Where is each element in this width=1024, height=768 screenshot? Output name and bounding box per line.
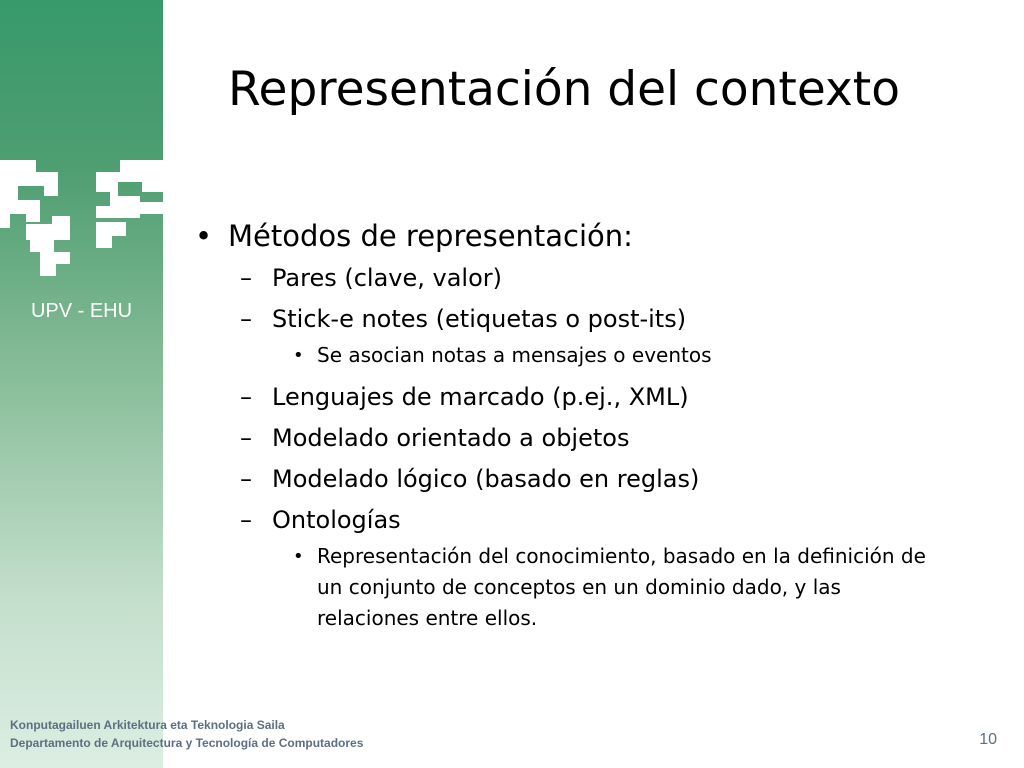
- list-item: [190, 258, 950, 299]
- university-logo-icon: [0, 152, 163, 280]
- dash-bullet-icon: –: [240, 506, 252, 534]
- list-item-text: Modelado lógico (basado en reglas): [272, 465, 700, 493]
- dash-bullet-icon: –: [240, 383, 252, 411]
- footer-line-basque: Konputagailuen Arkitektura eta Teknologia Saila: [10, 718, 285, 732]
- sub-list-item-text: Representación del conocimiento, basado en la definición de un conjunto de conceptos en un dominio dado, y las relaciones entre ellos.: [317, 544, 926, 630]
- sub-list-item: [190, 541, 935, 634]
- footer-department: [10, 716, 363, 752]
- dash-bullet-icon: –: [240, 424, 252, 452]
- list-item: [190, 500, 950, 541]
- list-item: [190, 418, 950, 459]
- list-item-text: Ontologías: [272, 506, 401, 534]
- dash-bullet-icon: –: [240, 264, 252, 292]
- slide-content: [190, 214, 950, 634]
- list-item-text: Pares (clave, valor): [272, 264, 502, 292]
- bullet-dot-icon: •: [195, 219, 213, 253]
- dash-bullet-icon: –: [240, 305, 252, 333]
- list-item: [190, 299, 950, 340]
- bullet-heading: [190, 214, 950, 258]
- bullet-dot-icon: •: [293, 345, 304, 366]
- list-item-text: Lenguajes de marcado (p.ej., XML): [272, 383, 689, 411]
- footer-line-spanish: Departamento de Arquitectura y Tecnología de Computadores: [10, 736, 364, 750]
- dash-bullet-icon: –: [240, 465, 252, 493]
- sidebar-band: [0, 0, 163, 768]
- bullet-dot-icon: •: [293, 546, 304, 567]
- sub-list-item: [190, 340, 935, 371]
- list-item: [190, 459, 950, 500]
- slide-title: Representación del contexto: [228, 62, 900, 117]
- sub-list-item-text: Se asocian notas a mensajes o eventos: [317, 343, 712, 367]
- page-number: 10: [979, 731, 997, 748]
- university-label: UPV - EHU: [30, 300, 133, 322]
- list-item-text: Stick-e notes (etiquetas o post-its): [272, 305, 687, 333]
- list-item-text: Modelado orientado a objetos: [272, 424, 630, 452]
- bullet-heading-text: Métodos de representación:: [228, 219, 633, 253]
- list-item: [190, 377, 950, 418]
